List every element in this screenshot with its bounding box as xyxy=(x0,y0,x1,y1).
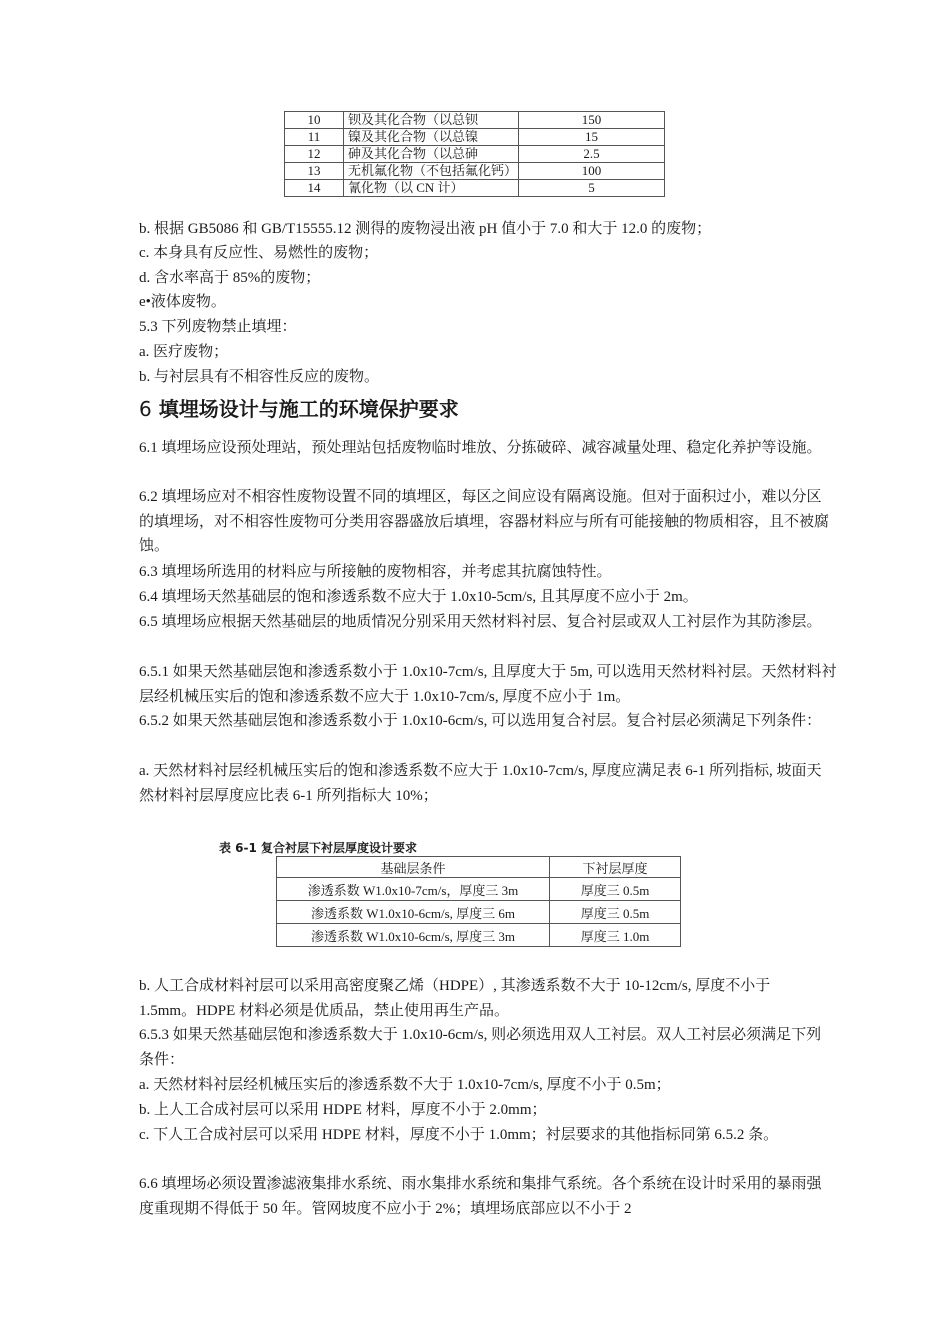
table-row xyxy=(285,180,665,197)
list-item: e•液体废物。 xyxy=(139,294,226,310)
table-row xyxy=(277,878,681,901)
table-row xyxy=(285,163,665,180)
table-cell: 渗透系数 W1.0x10-6cm/s, 厚度三 3m xyxy=(277,924,550,947)
section-number: 6 xyxy=(139,397,152,421)
row-value: 2.5 xyxy=(519,146,665,163)
list-item: c. 本身具有反应性、易燃性的废物； xyxy=(139,245,379,261)
table-cell: 厚度三 1.0m xyxy=(550,924,681,947)
table-cell: 渗透系数 W1.0x10-6cm/s, 厚度三 6m xyxy=(277,901,550,924)
paragraph-6-2: 6.2 填埋场应对不相容性废物设置不同的填埋区，每区之间应设有隔离设施。但对于面积过小，难以分区的填埋场，对不相容性废物可分类用容器盛放后填埋，容器材料应与所有可能接触的物质相容，且不被腐蚀。 xyxy=(139,489,830,554)
section-5-3: 5.3 下列废物禁止填埋： xyxy=(139,319,297,335)
row-item: 钡及其化合物（以总钡 xyxy=(344,112,519,129)
list-item: b. 与衬层具有不相容性反应的废物。 xyxy=(139,369,380,385)
row-item: 砷及其化合物（以总砷 xyxy=(344,146,519,163)
list-item: c. 下人工合成衬层可以采用 HDPE 材料，厚度不小于 1.0mm；衬层要求的其他指标同第 6.5.2 条。 xyxy=(139,1127,779,1143)
table-row xyxy=(277,901,681,924)
list-item: a. 医疗废物； xyxy=(139,344,229,360)
column-header: 基础层条件 xyxy=(277,857,550,878)
list-item: a. 天然材料衬层经机械压实后的渗透系数不大于 1.0x10-7cm/s, 厚度不小于 0.5m； xyxy=(139,1077,671,1093)
paragraph-6-5-2-a: a. 天然材料衬层经机械压实后的饱和渗透系数不应大于 1.0x10-7cm/s, 厚度应满足表 6-1 所列指标, 坡面天然材料衬层厚度应比表 6-1 所列指标大 10%； xyxy=(139,763,822,804)
row-item: 镍及其化合物（以总镍 xyxy=(344,129,519,146)
row-number: 12 xyxy=(285,146,344,163)
liner-thickness-table xyxy=(276,856,681,947)
row-value: 15 xyxy=(519,129,665,146)
paragraph-6-5-3: 6.5.3 如果天然基础层饱和渗透系数大于 1.0x10-6cm/s, 则必须选用双人工衬层。双人工衬层必须满足下列条件： xyxy=(139,1027,822,1068)
section-title: 填埋场设计与施工的环境保护要求 xyxy=(158,397,459,421)
paragraph-6-1: 6.1 填埋场应设预处理站，预处理站包括废物临时堆放、分拣破碎、减容减量处理、稳定化养护等设施。 xyxy=(139,440,822,456)
row-value: 5 xyxy=(519,180,665,197)
paragraph-6-6: 6.6 填埋场必须设置渗滤液集排水系统、雨水集排水系统和集排气系统。各个系统在设计时采用的暴雨强度重现期不得低于 50 年。管网坡度不应小于 2%；填埋场底部应以不小于 2 xyxy=(139,1176,822,1217)
row-item: 氰化物（以 CN 计） xyxy=(344,180,519,197)
list-item: b. 根据 GB5086 和 GB/T15555.12 测得的废物浸出液 pH 值小于 7.0 和大于 12.0 的废物； xyxy=(139,221,712,237)
column-header: 下衬层厚度 xyxy=(550,857,681,878)
paragraph-6-5-1: 6.5.1 如果天然基础层饱和渗透系数小于 1.0x10-7cm/s, 且厚度大于 5m, 可以选用天然材料衬层。天然材料衬层经机械压实后的饱和渗透系数不应大于 1.0x10-7cm/s, 厚度不应小于 1m。 xyxy=(139,664,837,705)
row-item: 无机氟化物（不包括氟化钙） xyxy=(344,163,519,180)
row-value: 150 xyxy=(519,112,665,129)
list-item: b. 上人工合成衬层可以采用 HDPE 材料，厚度不小于 2.0mm； xyxy=(139,1102,547,1118)
list-item: d. 含水率高于 85%的废物； xyxy=(139,270,321,286)
table-cell: 厚度三 0.5m xyxy=(550,878,681,901)
paragraph-6-5: 6.5 填埋场应根据天然基础层的地质情况分别采用天然材料衬层、复合衬层或双人工衬层作为其防渗层。 xyxy=(139,614,822,630)
table-cell: 厚度三 0.5m xyxy=(550,901,681,924)
table-cell: 渗透系数 W1.0x10-7cm/s，厚度三 3m xyxy=(277,878,550,901)
paragraph-b-hdpe: b. 人工合成材料衬层可以采用高密度聚乙烯（HDPE）, 其渗透系数不大于 10-12cm/s, 厚度不小于 1.5mm。HDPE 材料必须是优质品，禁止使用再生产品。 xyxy=(139,978,771,1019)
row-value: 100 xyxy=(519,163,665,180)
table-row xyxy=(285,112,665,129)
table-row xyxy=(277,924,681,947)
table-row xyxy=(285,146,665,163)
paragraph-6-3: 6.3 填埋场所选用的材料应与所接触的废物相容，并考虑其抗腐蚀特性。 xyxy=(139,564,612,580)
section-heading xyxy=(139,395,459,423)
paragraph-6-4: 6.4 填埋场天然基础层的饱和渗透系数不应大于 1.0x10-5cm/s, 且其厚度不应小于 2m。 xyxy=(139,589,698,605)
row-number: 13 xyxy=(285,163,344,180)
row-number: 10 xyxy=(285,112,344,129)
table-row xyxy=(285,129,665,146)
row-number: 14 xyxy=(285,180,344,197)
table-header-row xyxy=(277,857,681,878)
row-number: 11 xyxy=(285,129,344,146)
paragraph-6-5-2: 6.5.2 如果天然基础层饱和渗透系数小于 1.0x10-6cm/s, 可以选用复合衬层。复合衬层必须满足下列条件： xyxy=(139,713,822,729)
table-caption: 表 6-1 复合衬层下衬层厚度设计要求 xyxy=(219,841,418,855)
hazard-limit-table xyxy=(284,111,665,197)
